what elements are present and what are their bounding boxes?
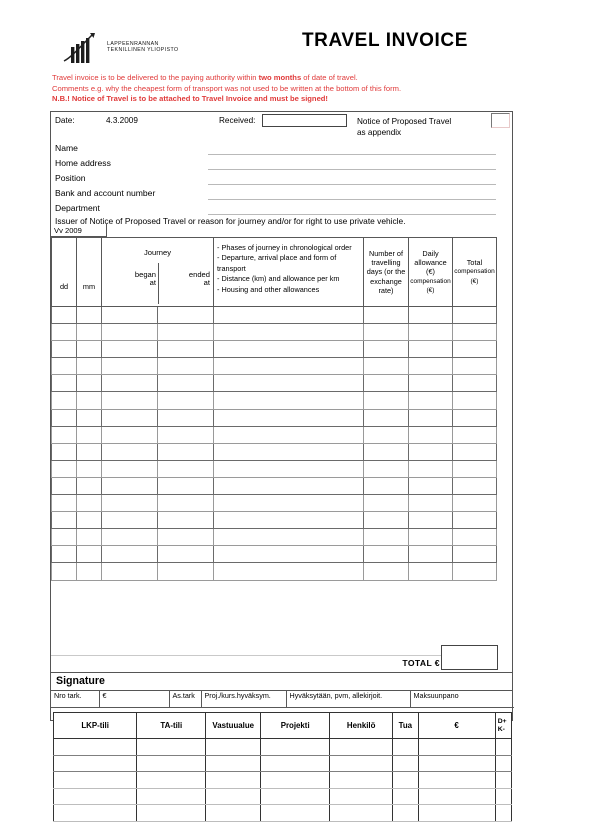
accounting-table xyxy=(53,712,512,822)
header-journey-label: Journey xyxy=(143,247,172,257)
field-row-position xyxy=(51,172,512,187)
cell-phases[interactable] xyxy=(214,375,364,392)
date-received-row xyxy=(51,112,512,142)
acct-cell-debit-credit[interactable] xyxy=(495,772,511,789)
cell-total[interactable] xyxy=(453,307,497,324)
cell-daily[interactable] xyxy=(409,307,453,324)
header-total-3: (€) xyxy=(470,277,479,285)
table-row xyxy=(52,443,497,460)
cell-daily[interactable] xyxy=(409,426,453,443)
cell-ended-at[interactable] xyxy=(158,460,214,477)
header-ended-at xyxy=(104,271,210,288)
cell-ended-at[interactable] xyxy=(158,512,214,529)
header-phases-1: - Phases of journey in chronological order xyxy=(217,243,352,252)
field-input-position[interactable] xyxy=(208,184,496,185)
cell-days[interactable] xyxy=(364,375,409,392)
date-value: 4.3.2009 xyxy=(106,116,138,125)
table-row xyxy=(52,324,497,341)
field-label-position: Position xyxy=(55,173,86,183)
table-row xyxy=(52,409,497,426)
cell-mm[interactable] xyxy=(77,358,102,375)
cell-dd[interactable] xyxy=(52,529,77,546)
info-block xyxy=(51,112,512,226)
cell-days[interactable] xyxy=(364,512,409,529)
cell-days[interactable] xyxy=(364,392,409,409)
notice-line-1-b: of date of travel. xyxy=(301,73,358,82)
table-row xyxy=(52,512,497,529)
approval-cell-maksuunpano[interactable] xyxy=(410,690,514,708)
acct-cell-tua[interactable] xyxy=(393,805,418,822)
field-row-department xyxy=(51,202,512,217)
cell-mm[interactable] xyxy=(77,529,102,546)
cell-ended-at[interactable] xyxy=(158,392,214,409)
table-row xyxy=(52,460,497,477)
header-daily-allowance xyxy=(409,238,453,307)
cell-began-at[interactable] xyxy=(102,443,158,460)
signature-top-rule xyxy=(51,672,512,673)
acct-cell-vastuualue[interactable] xyxy=(206,739,261,756)
acct-cell-tua[interactable] xyxy=(393,772,418,789)
cell-began-at[interactable] xyxy=(102,324,158,341)
cell-dd[interactable] xyxy=(52,512,77,529)
header-journey xyxy=(102,238,214,307)
acct-cell-tua[interactable] xyxy=(393,788,418,805)
cell-daily[interactable] xyxy=(409,563,453,580)
cell-phases[interactable] xyxy=(214,426,364,443)
cell-mm[interactable] xyxy=(77,477,102,494)
cell-daily[interactable] xyxy=(409,529,453,546)
cell-phases[interactable] xyxy=(214,443,364,460)
field-label-department: Department xyxy=(55,203,100,213)
cell-mm[interactable] xyxy=(77,460,102,477)
acct-header-tua: Tua xyxy=(393,713,418,739)
field-input-bank-account[interactable] xyxy=(208,199,496,200)
header-dd-label: dd xyxy=(59,281,69,291)
header-ended-l2: at xyxy=(203,278,210,288)
acct-header-debit-credit xyxy=(495,713,511,739)
cell-phases[interactable] xyxy=(214,358,364,375)
acct-cell-projekti[interactable] xyxy=(261,755,330,772)
cell-dd[interactable] xyxy=(52,443,77,460)
table-row xyxy=(52,477,497,494)
cell-dd[interactable] xyxy=(52,375,77,392)
cell-ended-at[interactable] xyxy=(158,529,214,546)
acct-cell-ta-tili[interactable] xyxy=(137,805,206,822)
acct-cell-projekti[interactable] xyxy=(261,788,330,805)
header-daily-4: compensation xyxy=(410,277,451,285)
cell-days[interactable] xyxy=(364,563,409,580)
cell-mm[interactable] xyxy=(77,546,102,563)
cell-ended-at[interactable] xyxy=(158,324,214,341)
cell-daily[interactable] xyxy=(409,392,453,409)
cell-dd[interactable] xyxy=(52,477,77,494)
header-daily-5: (€) xyxy=(426,286,435,294)
header-mm xyxy=(77,238,102,307)
header-began-l2: at xyxy=(149,278,156,288)
header-days-5: rate) xyxy=(378,285,394,295)
cell-began-at[interactable] xyxy=(102,392,158,409)
approval-label-0: Nro tark. xyxy=(54,691,82,700)
cell-mm[interactable] xyxy=(77,307,102,324)
approval-row xyxy=(51,690,514,708)
cell-began-at[interactable] xyxy=(102,426,158,443)
header-daily-1: Daily xyxy=(422,249,439,259)
acct-cell-debit-credit[interactable] xyxy=(495,805,511,822)
cell-began-at[interactable] xyxy=(102,307,158,324)
cell-ended-at[interactable] xyxy=(158,375,214,392)
header-dd xyxy=(52,238,77,307)
notice-of-proposed-travel-label xyxy=(357,116,451,138)
field-row-name xyxy=(51,142,512,157)
university-logo xyxy=(62,28,232,68)
cell-dd[interactable] xyxy=(52,563,77,580)
field-input-department[interactable] xyxy=(208,214,496,215)
cell-days[interactable] xyxy=(364,358,409,375)
field-label-bank-account: Bank and account number xyxy=(55,188,156,198)
issuer-statement: Issuer of Notice of Proposed Travel or reason for journey and/or for right to use private vehicle. xyxy=(55,216,406,226)
acct-cell-euro[interactable] xyxy=(418,805,495,822)
accounting-table-body xyxy=(54,739,512,822)
table-row xyxy=(52,426,497,443)
cell-mm[interactable] xyxy=(77,392,102,409)
cell-days[interactable] xyxy=(364,495,409,512)
cell-mm[interactable] xyxy=(77,409,102,426)
received-input[interactable] xyxy=(262,114,347,127)
cell-dd[interactable] xyxy=(52,546,77,563)
table-row xyxy=(52,495,497,512)
document-header xyxy=(50,22,513,72)
cell-dd[interactable] xyxy=(52,307,77,324)
cell-mm[interactable] xyxy=(77,512,102,529)
acct-cell-debit-credit[interactable] xyxy=(495,755,511,772)
cell-total[interactable] xyxy=(453,546,497,563)
cell-days[interactable] xyxy=(364,443,409,460)
notice-line-3: N.B.! Notice of Travel is to be attached to Travel Invoice and must be signed! xyxy=(52,94,328,104)
header-mm-label: mm xyxy=(82,281,96,291)
acct-cell-debit-credit[interactable] xyxy=(495,739,511,756)
approval-cell-nro-tark[interactable] xyxy=(51,690,99,708)
appendix-checkbox[interactable] xyxy=(491,113,510,128)
acct-cell-henkilo[interactable] xyxy=(330,805,393,822)
header-phases-2: - Departure, arrival place and form of transport xyxy=(217,253,337,273)
acct-cell-ta-tili[interactable] xyxy=(137,772,206,789)
table-row xyxy=(52,392,497,409)
acct-cell-vastuualue[interactable] xyxy=(206,772,261,789)
cell-phases[interactable] xyxy=(214,529,364,546)
received-label: Received: xyxy=(219,116,256,125)
acct-cell-ta-tili[interactable] xyxy=(137,788,206,805)
cell-total[interactable] xyxy=(453,563,497,580)
cell-mm[interactable] xyxy=(77,426,102,443)
cell-began-at[interactable] xyxy=(102,409,158,426)
cell-daily[interactable] xyxy=(409,477,453,494)
cell-dd[interactable] xyxy=(52,426,77,443)
header-journey-inner xyxy=(102,241,213,304)
acct-cell-vastuualue[interactable] xyxy=(206,755,261,772)
acct-header-kminus: K- xyxy=(497,725,505,733)
acct-header-vastuualue: Vastuualue xyxy=(206,713,261,739)
cell-daily[interactable] xyxy=(409,443,453,460)
approval-label-4: Hyväksytään, pvm, allekirjoit. xyxy=(289,691,383,700)
cell-phases[interactable] xyxy=(214,341,364,358)
cell-ended-at[interactable] xyxy=(158,307,214,324)
table-row xyxy=(52,358,497,375)
form-frame xyxy=(50,111,513,733)
cell-phases[interactable] xyxy=(214,546,364,563)
journey-table-header-row xyxy=(52,238,497,307)
accounting-row xyxy=(54,805,512,822)
approval-label-5: Maksuunpano xyxy=(413,691,459,700)
cell-daily[interactable] xyxy=(409,409,453,426)
table-row xyxy=(52,563,497,580)
total-value-input[interactable] xyxy=(441,645,498,670)
cell-total[interactable] xyxy=(453,460,497,477)
table-row xyxy=(52,529,497,546)
accounting-header-row xyxy=(54,713,512,739)
total-label: TOTAL € xyxy=(402,658,440,668)
acct-cell-projekti[interactable] xyxy=(261,772,330,789)
journey-table-body xyxy=(52,307,497,581)
cell-ended-at[interactable] xyxy=(158,358,214,375)
cell-phases[interactable] xyxy=(214,324,364,341)
cell-total[interactable] xyxy=(453,512,497,529)
header-phases-3: - Distance (km) and allowance per km xyxy=(217,274,340,284)
signature-label: Signature xyxy=(56,675,105,687)
acct-cell-euro[interactable] xyxy=(418,739,495,756)
cell-daily[interactable] xyxy=(409,546,453,563)
header-days-4: exchange xyxy=(370,276,402,286)
cell-total[interactable] xyxy=(453,375,497,392)
cell-mm[interactable] xyxy=(77,324,102,341)
cell-daily[interactable] xyxy=(409,324,453,341)
cell-mm[interactable] xyxy=(77,495,102,512)
accounting-row xyxy=(54,739,512,756)
cell-total[interactable] xyxy=(453,409,497,426)
cell-days[interactable] xyxy=(364,409,409,426)
notice-line-2: Comments e.g. why the cheapest form of transport was not used to be written at the bottom of this form. xyxy=(52,83,402,93)
header-days-2: travelling xyxy=(371,258,401,268)
cell-ended-at[interactable] xyxy=(158,563,214,580)
cell-days[interactable] xyxy=(364,341,409,358)
notice-line-1 xyxy=(52,73,522,84)
approval-strip xyxy=(51,690,514,708)
acct-header-henkilo: Henkilö xyxy=(330,713,393,739)
cell-phases[interactable] xyxy=(214,563,364,580)
header-daily-2: allowance xyxy=(414,258,447,268)
cell-began-at[interactable] xyxy=(102,563,158,580)
cell-days[interactable] xyxy=(364,307,409,324)
cell-daily[interactable] xyxy=(409,375,453,392)
cell-began-at[interactable] xyxy=(102,375,158,392)
cell-phases[interactable] xyxy=(214,477,364,494)
acct-cell-projekti[interactable] xyxy=(261,739,330,756)
year-box-label: Vv 2009 xyxy=(54,226,82,235)
cell-phases[interactable] xyxy=(214,307,364,324)
acct-cell-ta-tili[interactable] xyxy=(137,739,206,756)
header-daily-3: (€) xyxy=(426,267,435,277)
acct-cell-euro[interactable] xyxy=(418,772,495,789)
acct-cell-henkilo[interactable] xyxy=(330,788,393,805)
cell-total[interactable] xyxy=(453,477,497,494)
appendix-line-2: as appendix xyxy=(357,128,402,137)
acct-header-projekti: Projekti xyxy=(261,713,330,739)
appendix-line-1: Notice of Proposed Travel xyxy=(357,117,452,126)
approval-label-3: Proj./kurs.hyväksym. xyxy=(204,691,271,700)
approval-label-1: € xyxy=(102,691,107,700)
acct-cell-euro[interactable] xyxy=(418,788,495,805)
cell-dd[interactable] xyxy=(52,460,77,477)
field-row-bank-account xyxy=(51,187,512,202)
cell-daily[interactable] xyxy=(409,341,453,358)
page-title: TRAVEL INVOICE xyxy=(301,30,469,51)
cell-began-at[interactable] xyxy=(102,341,158,358)
acct-cell-vastuualue[interactable] xyxy=(206,805,261,822)
cell-phases[interactable] xyxy=(214,512,364,529)
cell-began-at[interactable] xyxy=(102,512,158,529)
approval-label-2: As.tark xyxy=(172,691,195,700)
header-days-3: days (or the xyxy=(366,267,406,277)
acct-cell-lkp-tili[interactable] xyxy=(54,772,137,789)
journey-table xyxy=(51,237,497,581)
approval-cell-proj-hyvaksym[interactable] xyxy=(201,690,286,708)
notice-line-1-a: Travel invoice is to be delivered to the paying authority within xyxy=(52,73,259,82)
field-input-home-address[interactable] xyxy=(208,169,496,170)
acct-cell-tua[interactable] xyxy=(393,739,418,756)
year-box xyxy=(51,224,107,237)
cell-ended-at[interactable] xyxy=(158,495,214,512)
cell-days[interactable] xyxy=(364,460,409,477)
acct-cell-henkilo[interactable] xyxy=(330,739,393,756)
cell-days[interactable] xyxy=(364,529,409,546)
logo-line-1: LAPPEENRANNAN xyxy=(107,41,159,48)
cell-ended-at[interactable] xyxy=(158,426,214,443)
university-bar-logo-icon xyxy=(62,31,102,65)
cell-began-at[interactable] xyxy=(102,477,158,494)
field-input-name[interactable] xyxy=(208,154,496,155)
accounting-row xyxy=(54,788,512,805)
cell-began-at[interactable] xyxy=(102,460,158,477)
accounting-row xyxy=(54,755,512,772)
accounting-row xyxy=(54,772,512,789)
acct-cell-projekti[interactable] xyxy=(261,805,330,822)
acct-cell-vastuualue[interactable] xyxy=(206,788,261,805)
cell-total[interactable] xyxy=(453,529,497,546)
table-row xyxy=(52,307,497,324)
cell-phases[interactable] xyxy=(214,409,364,426)
logo-line-2: TEKNILLINEN YLIOPISTO xyxy=(107,47,179,53)
cell-ended-at[interactable] xyxy=(158,409,214,426)
header-ended-l1: ended xyxy=(188,269,210,279)
acct-cell-henkilo[interactable] xyxy=(330,772,393,789)
approval-cell-euro[interactable] xyxy=(99,690,169,708)
cell-ended-at[interactable] xyxy=(158,546,214,563)
cell-ended-at[interactable] xyxy=(158,341,214,358)
cell-days[interactable] xyxy=(364,477,409,494)
acct-cell-lkp-tili[interactable] xyxy=(54,805,137,822)
acct-header-euro: € xyxy=(418,713,495,739)
acct-cell-tua[interactable] xyxy=(393,755,418,772)
cell-total[interactable] xyxy=(453,324,497,341)
cell-dd[interactable] xyxy=(52,495,77,512)
cell-days[interactable] xyxy=(364,546,409,563)
acct-cell-lkp-tili[interactable] xyxy=(54,739,137,756)
field-label-name: Name xyxy=(55,143,78,153)
cell-phases[interactable] xyxy=(214,495,364,512)
notice-two-months: two months xyxy=(258,73,302,82)
cell-began-at[interactable] xyxy=(102,358,158,375)
cell-mm[interactable] xyxy=(77,375,102,392)
cell-daily[interactable] xyxy=(409,358,453,375)
cell-dd[interactable] xyxy=(52,324,77,341)
header-phases xyxy=(214,238,364,307)
header-total-compensation xyxy=(453,238,497,307)
cell-total[interactable] xyxy=(453,392,497,409)
acct-header-dplus: D+ xyxy=(497,717,507,725)
field-row-home-address xyxy=(51,157,512,172)
acct-cell-euro[interactable] xyxy=(418,755,495,772)
header-phases-4: - Housing and other allowances xyxy=(217,284,320,294)
approval-cell-as-tark[interactable] xyxy=(169,690,201,708)
cell-days[interactable] xyxy=(364,324,409,341)
acct-cell-lkp-tili[interactable] xyxy=(54,788,137,805)
table-row xyxy=(52,375,497,392)
cell-mm[interactable] xyxy=(77,341,102,358)
field-label-home-address: Home address xyxy=(55,158,111,168)
approval-cell-hyvaksytaan[interactable] xyxy=(286,690,410,708)
cell-began-at[interactable] xyxy=(102,546,158,563)
acct-cell-lkp-tili[interactable] xyxy=(54,755,137,772)
date-label: Date: xyxy=(55,116,75,125)
cell-dd[interactable] xyxy=(52,341,77,358)
acct-header-ta-tili: TA-tili xyxy=(137,713,206,739)
cell-daily[interactable] xyxy=(409,512,453,529)
acct-cell-debit-credit[interactable] xyxy=(495,788,511,805)
cell-dd[interactable] xyxy=(52,392,77,409)
cell-dd[interactable] xyxy=(52,409,77,426)
acct-cell-ta-tili[interactable] xyxy=(137,755,206,772)
cell-total[interactable] xyxy=(453,341,497,358)
table-row xyxy=(52,341,497,358)
cell-total[interactable] xyxy=(453,495,497,512)
header-total-1: Total xyxy=(466,258,483,268)
acct-cell-henkilo[interactable] xyxy=(330,755,393,772)
acct-header-lkp-tili: LKP-tili xyxy=(54,713,137,739)
cell-ended-at[interactable] xyxy=(158,477,214,494)
cell-total[interactable] xyxy=(453,426,497,443)
cell-mm[interactable] xyxy=(77,443,102,460)
total-row xyxy=(51,655,496,672)
cell-total[interactable] xyxy=(453,443,497,460)
cell-ended-at[interactable] xyxy=(158,443,214,460)
table-row xyxy=(52,546,497,563)
header-total-2: compensation xyxy=(454,268,495,276)
cell-days[interactable] xyxy=(364,426,409,443)
cell-began-at[interactable] xyxy=(102,529,158,546)
cell-dd[interactable] xyxy=(52,358,77,375)
header-began-l1: began xyxy=(134,269,156,279)
cell-daily[interactable] xyxy=(409,495,453,512)
cell-began-at[interactable] xyxy=(102,495,158,512)
cell-daily[interactable] xyxy=(409,460,453,477)
cell-phases[interactable] xyxy=(214,392,364,409)
red-notice-block xyxy=(52,73,522,105)
header-days-1: Number of xyxy=(368,249,404,259)
cell-total[interactable] xyxy=(453,358,497,375)
header-travelling-days xyxy=(364,238,409,307)
cell-mm[interactable] xyxy=(77,563,102,580)
cell-phases[interactable] xyxy=(214,460,364,477)
